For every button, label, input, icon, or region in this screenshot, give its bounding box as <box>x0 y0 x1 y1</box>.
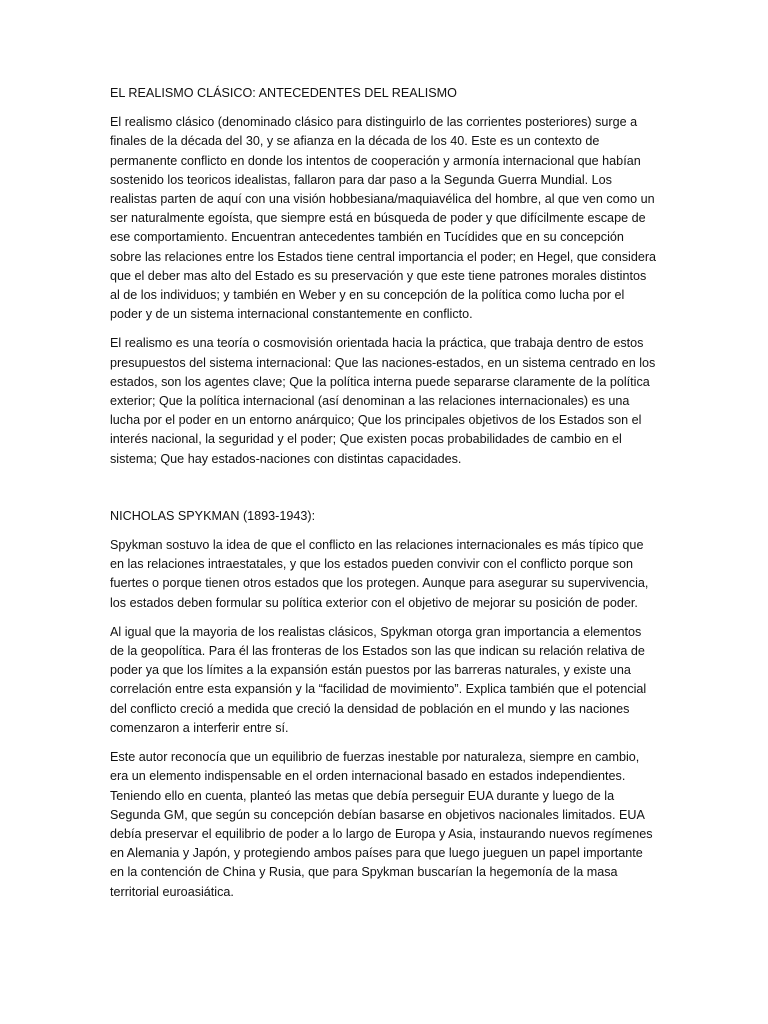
section-heading-spykman: NICHOLAS SPYKMAN (1893-1943): <box>110 508 316 523</box>
section-spacer <box>110 479 658 507</box>
paragraph-realismo-2: El realismo es una teoría o cosmovisión orientada hacia la práctica, que trabaja dentro de estos presupuestos del sistema internacional: Que las naciones-estados, en un sistema centrado en los estados, son los agentes clave; Que la política interna puede separarse claramente de la política exterior; Que la política internacional (así denominan a las relaciones internacionales) es una lucha por el poder en un entorno anárquico; Que los principales objetivos de los Estados son el interés nacional, la seguridad y el poder; Que existen pocas probabilidades de cambio en el sistema; Que hay estados-naciones con distintas capacidades. <box>110 336 656 466</box>
section-heading-realismo: EL REALISMO CLÁSICO: ANTECEDENTES DEL REALISMO <box>110 86 457 100</box>
document-content <box>110 84 658 912</box>
paragraph-spykman-2: Al igual que la mayoria de los realistas clásicos, Spykman otorga gran importancia a elementos de la geopolítica. Para él las fronteras de los Estados son las que indican su relación relativa de poder ya que los límites a la expansión están puestos por las barreras naturales, y existe una correlación entre esta expansión y la “facilidad de movimiento”. Explica también que el potencial del conflicto creció a medida que creció la densidad de población en el mundo y las naciones comenzaron a interferir entre sí. <box>110 624 647 735</box>
paragraph-realismo-1: El realismo clásico (denominado clásico para distinguirlo de las corrientes posteriores) surge a finales de la década del 30, y se afianza en la década de los 40. Este es un contexto de permanente conflicto en donde los intentos de cooperación y armonía internacional que habían sostenido los teoricos idealistas, fallaron para dar paso a la Segunda Guerra Mundial. Los realistas parten de aquí con una visión hobbesiana/maquiavélica del hombre, al que ven como un ser naturalmente egoísta, que siempre está en búsqueda de poder y que difícilmente escape de ese comportamiento. Encuentran antecedentes también en Tucídides que en su concepción sobre las relaciones entre los Estados tiene central importancia el poder; en Hegel, que considera que el deber mas alto del Estado es su preservación y que este tiene patrones morales distintos al de los individuos; y también en Weber y en su concepción de la política como lucha por el poder y de un sistema internacional constantemente en conflicto. <box>110 115 657 322</box>
paragraph-spykman-3: Este autor reconocía que un equilibrio de fuerzas inestable por naturaleza, siempre en cambio, era un elemento indispensable en el orden internacional basado en estados independientes. Teniendo ello en cuenta, planteó las metas que debía perseguir EUA durante y luego de la Segunda GM, que según su concepción debían basarse en objetivos nacionales limitados. EUA debía preservar el equilibrio de poder a lo largo de Europa y Asia, instaurando nuevos regímenes en Alemania y Japón, y protegiendo ambos países para que luego jueguen un papel importante en la contención de China y Rusia, que para Spykman buscarían la hegemonía de la masa territorial euroasiática. <box>110 750 653 899</box>
paragraph-spykman-1: Spykman sostuvo la idea de que el conflicto en las relaciones internacionales es más típico que en las relaciones intraestatales, y que los estados pueden convivir con el conflicto porque son fuertes o porque tienen otros estados que los protegen. Aunque para asegurar su supervivencia, los estados deben formular su política exterior con el objetivo de mejorar su posición de poder. <box>110 538 649 610</box>
